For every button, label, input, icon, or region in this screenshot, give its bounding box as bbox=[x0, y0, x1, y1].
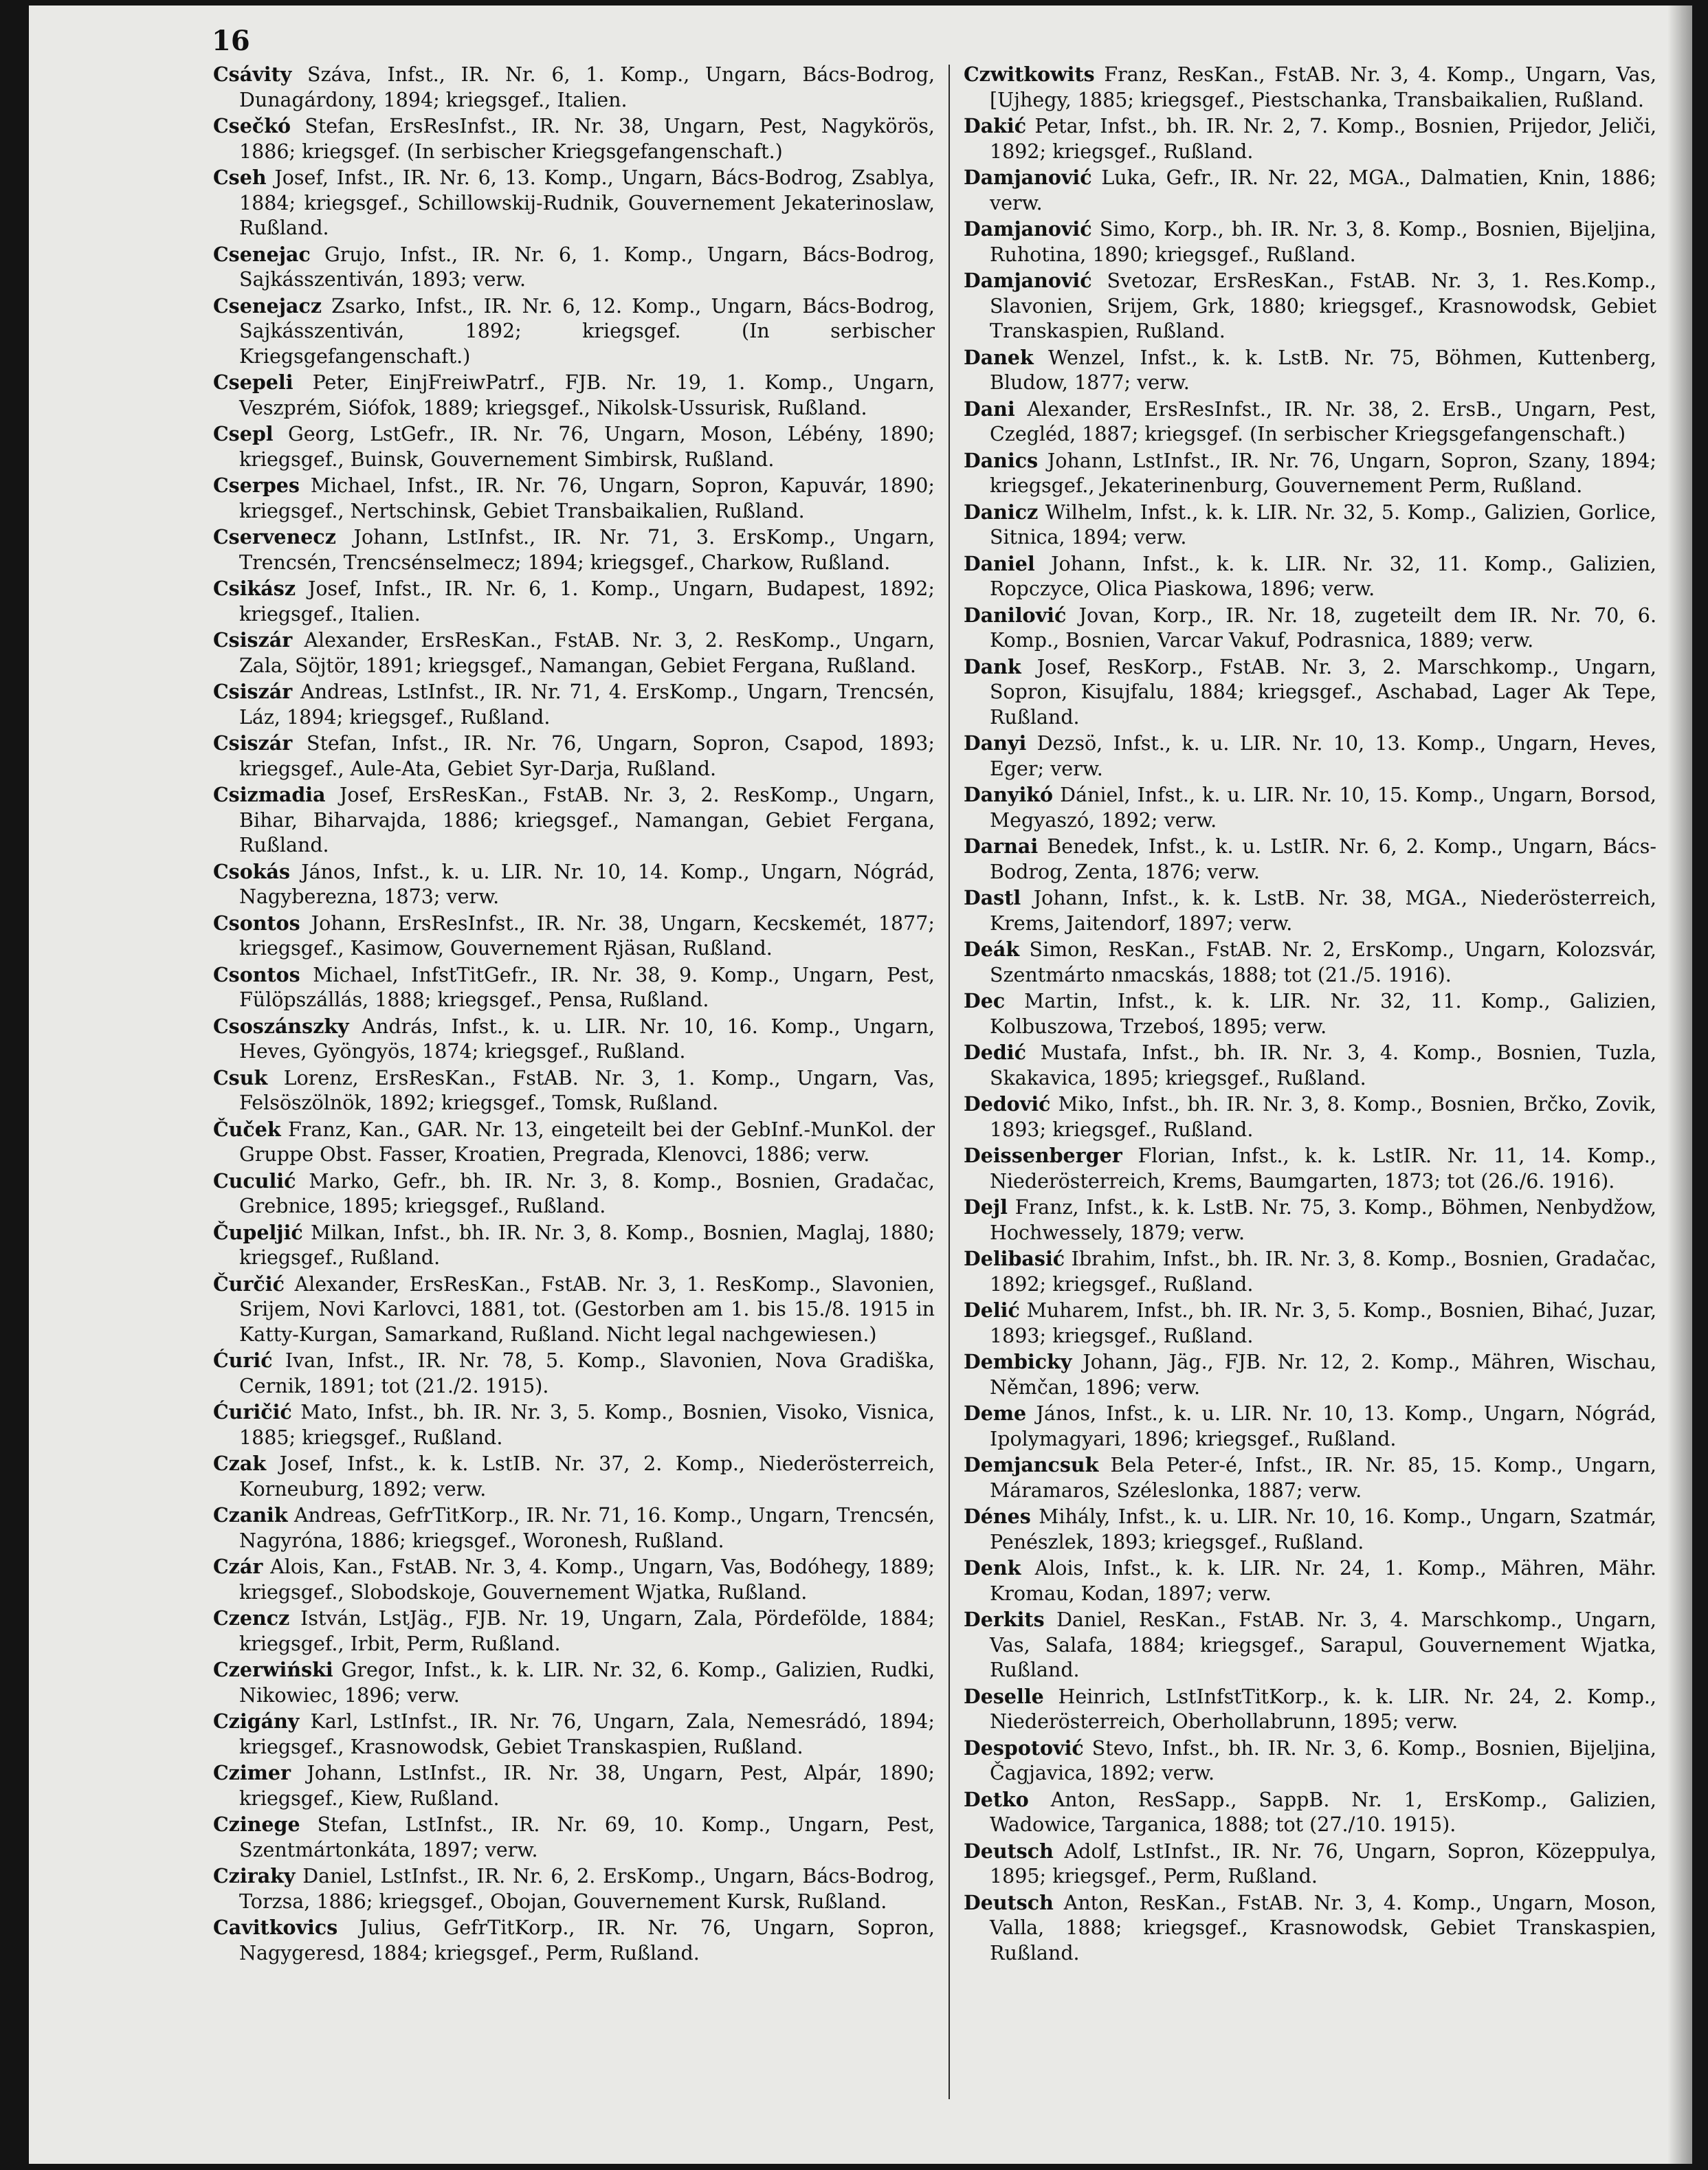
entry-surname: Cuculić bbox=[213, 1169, 296, 1193]
register-entry bbox=[964, 782, 1656, 833]
register-entry bbox=[964, 113, 1656, 164]
entry-details: Wenzel, Infst., k. k. LstB. Nr. 75, Böhmen, Kuttenberg, Bludow, 1877; verw. bbox=[990, 346, 1656, 394]
left-column bbox=[213, 62, 935, 1967]
register-entry bbox=[964, 217, 1656, 267]
register-entry bbox=[213, 911, 935, 962]
register-entry bbox=[213, 731, 935, 782]
register-entry bbox=[964, 1890, 1656, 1967]
right-column bbox=[964, 62, 1656, 1967]
entry-surname: Csikász bbox=[213, 577, 296, 600]
register-entry bbox=[213, 1117, 935, 1168]
register-entry bbox=[964, 1504, 1656, 1555]
entry-surname: Ćuričić bbox=[213, 1400, 292, 1424]
entry-surname: Dénes bbox=[964, 1505, 1031, 1528]
register-entry bbox=[213, 524, 935, 575]
register-entry bbox=[213, 1554, 935, 1605]
entry-surname: Denk bbox=[964, 1556, 1021, 1580]
register-entry bbox=[213, 1760, 935, 1811]
entry-surname: Deák bbox=[964, 938, 1020, 961]
entry-surname: Csávity bbox=[213, 63, 292, 86]
entry-details: Miko, Infst., bh. IR. Nr. 3, 8. Komp., Bosnien, Brčko, Zovik, 1893; kriegsgef., Rußland. bbox=[990, 1093, 1656, 1141]
entry-details: Svetozar, ErsResKan., FstAB. Nr. 3, 1. Res.Komp., Slavonien, Srijem, Grk, 1880; kriegsgef., Krasnowodsk, Gebiet Transkaspien, Rußland. bbox=[990, 269, 1656, 342]
entry-surname: Czak bbox=[213, 1452, 267, 1475]
register-entry bbox=[964, 1195, 1656, 1245]
entry-details: Michael, InfstTitGefr., IR. Nr. 38, 9. Komp., Ungarn, Pest, Fülöpszállás, 1888; kriegsgef., Pensa, Rußland. bbox=[239, 963, 935, 1011]
register-entry bbox=[213, 1451, 935, 1502]
entry-details: Franz, ResKan., FstAB. Nr. 3, 4. Komp., Ungarn, Vas, [Ujhegy, 1885; kriegsgef., Piestschanka, Transbaikalien, Rußland. bbox=[990, 63, 1656, 111]
entry-surname: Cservenecz bbox=[213, 525, 336, 549]
entry-surname: Dejl bbox=[964, 1195, 1008, 1219]
entry-surname: Cseh bbox=[213, 166, 267, 189]
register-entry bbox=[213, 62, 935, 113]
document-page bbox=[29, 5, 1692, 2164]
entry-surname: Csoszánszky bbox=[213, 1014, 349, 1038]
entry-surname: Cziraky bbox=[213, 1864, 296, 1887]
register-entry bbox=[213, 1812, 935, 1863]
register-entry bbox=[964, 345, 1656, 396]
entry-details: János, Infst., k. u. LIR. Nr. 10, 13. Komp., Ungarn, Nógrád, Ipolymagyari, 1896; kriegsgef., Rußland. bbox=[990, 1402, 1656, 1450]
register-entry bbox=[213, 1348, 935, 1399]
register-entry bbox=[213, 1657, 935, 1708]
entry-details: Franz, Kan., GAR. Nr. 13, eingeteilt bei der GebInf.-MunKol. der Gruppe Obst. Fasser, Kroatien, Pregrada, Klenovci, 1886; verw. bbox=[239, 1118, 935, 1166]
entry-surname: Csuk bbox=[213, 1065, 268, 1089]
entry-surname: Demjancsuk bbox=[964, 1453, 1099, 1476]
entry-details: Bela Peter-é, Infst., IR. Nr. 85, 15. Komp., Ungarn, Máramaros, Széleslonka, 1887; verw. bbox=[990, 1454, 1656, 1502]
entry-surname: Csizmadia bbox=[213, 783, 326, 806]
page-number: 16 bbox=[212, 25, 250, 57]
entry-surname: Csečkó bbox=[213, 114, 291, 137]
register-entry bbox=[964, 1607, 1656, 1683]
register-entry bbox=[213, 473, 935, 524]
entry-details: Andreas, GefrTitKorp., IR. Nr. 71, 16. Komp., Ungarn, Trencsén, Nagyróna, 1886; kriegsgef., Woronesh, Rußland. bbox=[239, 1504, 935, 1552]
entry-details: Stefan, ErsResInfst., IR. Nr. 38, Ungarn, Pest, Nagykörös, 1886; kriegsgef. (In serbischer Kriegsgefangenschaft.) bbox=[239, 115, 935, 163]
entry-surname: Danicz bbox=[964, 500, 1039, 524]
entry-details: Simo, Korp., bh. IR. Nr. 3, 8. Komp., Bosnien, Bijeljina, Ruhotina, 1890; kriegsgef., Rußland. bbox=[990, 218, 1656, 266]
register-entry bbox=[964, 885, 1656, 936]
entry-details: Johann, Infst., k. k. LIR. Nr. 32, 11. Komp., Galizien, Ropczyce, Olica Piaskowa, 1896; verw. bbox=[990, 552, 1656, 600]
register-entry bbox=[213, 628, 935, 678]
register-entry bbox=[964, 1040, 1656, 1091]
entry-details: Alois, Infst., k. k. LIR. Nr. 24, 1. Komp., Mähren, Mähr. Kromau, Kodan, 1897; verw. bbox=[990, 1557, 1656, 1605]
entry-details: Daniel, ResKan., FstAB. Nr. 3, 4. Marschkomp., Ungarn, Vas, Salafa, 1884; kriegsgef., Sarapul, Gouvernement Wjatka, Rußland. bbox=[990, 1608, 1656, 1681]
register-entry bbox=[213, 370, 935, 421]
entry-surname: Deissenberger bbox=[964, 1144, 1122, 1167]
entry-surname: Czanik bbox=[213, 1503, 288, 1527]
entry-details: Josef, Infst., IR. Nr. 6, 13. Komp., Ungarn, Bács-Bodrog, Zsablya, 1884; kriegsgef., Schillowskij-Rudnik, Gouvernement Jekaterinoslaw, Rußland. bbox=[239, 166, 935, 239]
register-entry bbox=[964, 1787, 1656, 1838]
entry-details: Julius, GefrTitKorp., IR. Nr. 76, Ungarn, Sopron, Nagygeresd, 1884; kriegsgef., Perm, Rußland. bbox=[239, 1916, 935, 1964]
entry-surname: Damjanović bbox=[964, 166, 1092, 189]
entry-details: Dezsö, Infst., k. u. LIR. Nr. 10, 13. Komp., Ungarn, Heves, Eger; verw. bbox=[990, 732, 1656, 780]
register-entry bbox=[213, 113, 935, 164]
entry-surname: Danilović bbox=[964, 603, 1067, 627]
entry-details: Marko, Gefr., bh. IR. Nr. 3, 8. Komp., Bosnien, Gradačac, Grebnice, 1895; kriegsgef., Rußland. bbox=[239, 1169, 935, 1217]
entry-details: Jovan, Korp., IR. Nr. 18, zugeteilt dem IR. Nr. 70, 6. Komp., Bosnien, Varcar Vakuf, Podrasnica, 1889; verw. bbox=[990, 604, 1656, 652]
register-entry bbox=[964, 397, 1656, 447]
register-entry bbox=[964, 1401, 1656, 1452]
register-entry bbox=[964, 1736, 1656, 1786]
entry-details: Grujo, Infst., IR. Nr. 6, 1. Komp., Ungarn, Bács-Bodrog, Sajkásszentiván, 1893; verw. bbox=[239, 243, 935, 291]
entry-details: Stefan, Infst., IR. Nr. 76, Ungarn, Sopron, Csapod, 1893; kriegsgef., Aule-Ata, Gebiet Syr-Darja, Rußland. bbox=[239, 732, 935, 780]
register-entry bbox=[964, 1452, 1656, 1503]
entry-surname: Dec bbox=[964, 989, 1006, 1012]
entry-surname: Detko bbox=[964, 1787, 1029, 1811]
entry-details: Lorenz, ErsResKan., FstAB. Nr. 3, 1. Komp., Ungarn, Vas, Felsöszölnök, 1892; kriegsgef., Tomsk, Rußland. bbox=[239, 1066, 935, 1114]
register-entry bbox=[964, 1092, 1656, 1142]
entry-details: Alexander, ErsResInfst., IR. Nr. 38, 2. ErsB., Ungarn, Pest, Czegléd, 1887; kriegsgef. (In serbischer Kriegsgefangenschaft.) bbox=[990, 397, 1656, 445]
entry-details: János, Infst., k. u. LIR. Nr. 10, 14. Komp., Ungarn, Nógrád, Nagyberezna, 1873; verw. bbox=[239, 860, 935, 908]
register-entry bbox=[213, 576, 935, 627]
entry-surname: Czinege bbox=[213, 1813, 300, 1836]
register-entry bbox=[964, 1143, 1656, 1194]
entry-surname: Czerwiński bbox=[213, 1658, 333, 1681]
entry-details: Daniel, LstInfst., IR. Nr. 6, 2. ErsKomp., Ungarn, Bács-Bodrog, Torzsa, 1886; kriegsgef., Obojan, Gouvernement Kursk, Rußland. bbox=[239, 1865, 935, 1913]
register-entry bbox=[213, 1220, 935, 1271]
entry-details: Johann, ErsResInfst., IR. Nr. 38, Ungarn, Kecskemét, 1877; kriegsgef., Kasimow, Gouvernement Rjäsan, Rußland. bbox=[239, 911, 935, 960]
register-entry bbox=[213, 1272, 935, 1348]
register-entry bbox=[964, 62, 1656, 113]
entry-details: Heinrich, LstInfstTitKorp., k. k. LIR. Nr. 24, 2. Komp., Niederösterreich, Oberhollabrunn, 1895; verw. bbox=[990, 1685, 1656, 1733]
entry-surname: Dank bbox=[964, 654, 1021, 678]
entry-surname: Dani bbox=[964, 397, 1015, 421]
entry-details: Mato, Infst., bh. IR. Nr. 3, 5. Komp., Bosnien, Visoko, Visnica, 1885; kriegsgef., Rußland. bbox=[239, 1401, 935, 1449]
register-entry bbox=[964, 551, 1656, 602]
entry-surname: Dakić bbox=[964, 114, 1027, 137]
entry-surname: Csenejacz bbox=[213, 294, 322, 318]
entry-details: Johann, Jäg., FJB. Nr. 12, 2. Komp., Mähren, Wischau, Němčan, 1896; verw. bbox=[990, 1351, 1656, 1399]
register-entry bbox=[964, 1298, 1656, 1349]
register-entry bbox=[964, 988, 1656, 1039]
register-entry bbox=[964, 448, 1656, 499]
entry-surname: Dedić bbox=[964, 1041, 1026, 1064]
entry-surname: Csiszár bbox=[213, 628, 293, 652]
entry-surname: Csepeli bbox=[213, 370, 293, 394]
entry-surname: Cserpes bbox=[213, 474, 300, 497]
entry-surname: Delibasić bbox=[964, 1247, 1065, 1270]
register-entry bbox=[213, 859, 935, 910]
register-entry bbox=[964, 268, 1656, 344]
entry-surname: Csontos bbox=[213, 962, 300, 986]
entry-details: Luka, Gefr., IR. Nr. 22, MGA., Dalmatien, Knin, 1886; verw. bbox=[990, 166, 1656, 214]
entry-surname: Czimer bbox=[213, 1761, 291, 1784]
entry-details: István, LstJäg., FJB. Nr. 19, Ungarn, Zala, Pördefölde, 1884; kriegsgef., Irbit, Perm, Rußland. bbox=[239, 1607, 935, 1655]
entry-surname: Čuček bbox=[213, 1117, 281, 1141]
register-entry bbox=[964, 654, 1656, 731]
entry-details: Alexander, ErsResKan., FstAB. Nr. 3, 2. ResKomp., Ungarn, Zala, Söjtör, 1891; kriegsgef., Namangan, Gebiet Fergana, Rußland. bbox=[239, 629, 935, 677]
entry-surname: Čupeljić bbox=[213, 1220, 303, 1244]
entry-surname: Czigány bbox=[213, 1709, 300, 1733]
register-entry bbox=[964, 500, 1656, 551]
entry-surname: Danics bbox=[964, 448, 1039, 472]
entry-details: Josef, ErsResKan., FstAB. Nr. 3, 2. ResKomp., Ungarn, Bihar, Biharvajda, 1886; kriegsgef., Namangan, Gebiet Fergana, Rußland. bbox=[239, 784, 935, 856]
entry-details: Muharem, Infst., bh. IR. Nr. 3, 5. Komp., Bosnien, Bihać, Juzar, 1893; kriegsgef., Rußland. bbox=[990, 1299, 1656, 1347]
entry-details: András, Infst., k. u. LIR. Nr. 10, 16. Komp., Ungarn, Heves, Gyöngyös, 1874; kriegsgef., Rußland. bbox=[239, 1015, 935, 1063]
entry-surname: Deutsch bbox=[964, 1890, 1054, 1914]
register-entry bbox=[964, 1839, 1656, 1890]
entry-surname: Czencz bbox=[213, 1606, 290, 1630]
register-entry bbox=[213, 242, 935, 293]
entry-surname: Csiszár bbox=[213, 680, 293, 703]
entry-details: Georg, LstGefr., IR. Nr. 76, Ungarn, Moson, Lébény, 1890; kriegsgef., Buinsk, Gouvernement Simbirsk, Rußland. bbox=[239, 423, 935, 471]
entry-surname: Dembicky bbox=[964, 1350, 1072, 1373]
register-entry bbox=[213, 294, 935, 370]
register-entry bbox=[213, 1915, 935, 1966]
entry-surname: Cavitkovics bbox=[213, 1916, 338, 1939]
entry-details: Petar, Infst., bh. IR. Nr. 2, 7. Komp., Bosnien, Prijedor, Jeliči, 1892; kriegsgef., Rußland. bbox=[990, 115, 1656, 163]
register-entry bbox=[213, 1709, 935, 1760]
entry-details: Stefan, LstInfst., IR. Nr. 69, 10. Komp., Ungarn, Pest, Szentmártonkáta, 1897; verw. bbox=[239, 1813, 935, 1861]
entry-surname: Danek bbox=[964, 345, 1034, 369]
entry-details: Simon, ResKan., FstAB. Nr. 2, ErsKomp., Ungarn, Kolozsvár, Szentmárto nmacskás, 1888; tot (21./5. 1916). bbox=[990, 938, 1656, 986]
entry-surname: Dedović bbox=[964, 1092, 1051, 1116]
entry-details: Anton, ResKan., FstAB. Nr. 3, 4. Komp., Ungarn, Moson, Valla, 1888; kriegsgef., Krasnowodsk, Gebiet Transkaspien, Rußland. bbox=[990, 1891, 1656, 1964]
entry-details: Ivan, Infst., IR. Nr. 78, 5. Komp., Slavonien, Nova Gradiška, Cernik, 1891; tot (21./2. 1915). bbox=[239, 1349, 935, 1397]
entry-surname: Csenejac bbox=[213, 242, 311, 266]
entry-details: Florian, Infst., k. k. LstIR. Nr. 11, 14. Komp., Niederösterreich, Krems, Baumgarten, 1873; tot (26./6. 1916). bbox=[990, 1144, 1656, 1193]
entry-surname: Ćurić bbox=[213, 1349, 273, 1372]
register-entry bbox=[964, 1555, 1656, 1606]
entry-surname: Dastl bbox=[964, 886, 1021, 909]
page-edge-shadow bbox=[1667, 5, 1692, 2164]
entry-surname: Czwitkowits bbox=[964, 63, 1095, 86]
entry-details: Josef, ResKorp., FstAB. Nr. 3, 2. Marschkomp., Ungarn, Sopron, Kisujfalu, 1884; kriegsgef., Aschabad, Lager Ak Tepe, Rußland. bbox=[990, 655, 1656, 729]
entry-surname: Daniel bbox=[964, 551, 1035, 575]
entry-surname: Danyi bbox=[964, 731, 1027, 755]
entry-details: Alexander, ErsResKan., FstAB. Nr. 3, 1. ResKomp., Slavonien, Srijem, Novi Karlovci, 1881, tot. (Gestorben am 1. bis 15./8. 1915 in Katty-Kurgan, Samarkand, Rußland. Nicht legal nachgewiesen.) bbox=[239, 1272, 935, 1346]
register-entry bbox=[213, 165, 935, 241]
register-entry bbox=[964, 937, 1656, 988]
entry-details: Andreas, LstInfst., IR. Nr. 71, 4. ErsKomp., Ungarn, Trencsén, Láz, 1894; kriegsgef., Rußland. bbox=[239, 680, 935, 729]
entry-surname: Damjanović bbox=[964, 269, 1092, 292]
entry-details: Gregor, Infst., k. k. LIR. Nr. 32, 6. Komp., Galizien, Rudki, Nikowiec, 1896; verw. bbox=[239, 1659, 935, 1707]
entry-details: Mustafa, Infst., bh. IR. Nr. 3, 4. Komp., Bosnien, Tuzla, Skakavica, 1895; kriegsgef., Rußland. bbox=[990, 1041, 1656, 1089]
entry-details: Josef, Infst., IR. Nr. 6, 1. Komp., Ungarn, Budapest, 1892; kriegsgef., Italien. bbox=[239, 577, 935, 625]
register-entry bbox=[213, 421, 935, 472]
register-entry bbox=[213, 962, 935, 1013]
entry-details: Johann, Infst., k. k. LstB. Nr. 38, MGA., Niederösterreich, Krems, Jaitendorf, 1897; verw. bbox=[990, 887, 1656, 935]
column-divider bbox=[949, 65, 950, 2099]
entry-details: Dániel, Infst., k. u. LIR. Nr. 10, 15. Komp., Ungarn, Borsod, Megyaszó, 1892; verw. bbox=[990, 784, 1656, 832]
entry-surname: Czár bbox=[213, 1555, 263, 1578]
register-entry bbox=[213, 1606, 935, 1657]
register-entry bbox=[964, 834, 1656, 885]
entry-details: Peter, EinjFreiwPatrf., FJB. Nr. 19, 1. Komp., Ungarn, Veszprém, Siófok, 1889; kriegsgef., Nikolsk-Ussurisk, Rußland. bbox=[239, 371, 935, 419]
entry-surname: Despotović bbox=[964, 1736, 1084, 1760]
register-entry bbox=[213, 1065, 935, 1116]
entry-surname: Deme bbox=[964, 1402, 1027, 1425]
entry-details: Anton, ResSapp., SappB. Nr. 1, ErsKomp., Galizien, Wadowice, Targanica, 1888; tot (27./10. 1915). bbox=[990, 1788, 1656, 1836]
entry-details: Johann, LstInfst., IR. Nr. 76, Ungarn, Sopron, Szany, 1894; kriegsgef., Jekaterinenburg, Gouvernement Perm, Rußland. bbox=[990, 449, 1656, 497]
entry-surname: Csokás bbox=[213, 859, 290, 883]
entry-details: Milkan, Infst., bh. IR. Nr. 3, 8. Komp., Bosnien, Maglaj, 1880; kriegsgef., Rußland. bbox=[239, 1221, 935, 1269]
entry-details: Karl, LstInfst., IR. Nr. 76, Ungarn, Zala, Nemesrádó, 1894; kriegsgef., Krasnowodsk, Gebiet Transkaspien, Rußland. bbox=[239, 1710, 935, 1758]
register-entry bbox=[964, 1684, 1656, 1735]
register-entry bbox=[964, 1349, 1656, 1400]
register-entry bbox=[213, 1863, 935, 1914]
register-entry bbox=[964, 165, 1656, 216]
entry-details: Michael, Infst., IR. Nr. 76, Ungarn, Sopron, Kapuvár, 1890; kriegsgef., Nertschinsk, Gebiet Transbaikalien, Rußland. bbox=[239, 474, 935, 522]
entry-details: Stevo, Infst., bh. IR. Nr. 3, 6. Komp., Bosnien, Bijeljina, Čagjavica, 1892; verw. bbox=[990, 1736, 1656, 1784]
register-entry bbox=[213, 1169, 935, 1219]
register-entry bbox=[964, 603, 1656, 654]
entry-details: Wilhelm, Infst., k. k. LIR. Nr. 32, 5. Komp., Galizien, Gorlice, Sitnica, 1894; verw. bbox=[990, 500, 1656, 549]
entry-surname: Damjanović bbox=[964, 217, 1092, 241]
entry-details: Josef, Infst., k. k. LstIB. Nr. 37, 2. Komp., Niederösterreich, Korneuburg, 1892; verw. bbox=[239, 1452, 935, 1501]
entry-details: Johann, LstInfst., IR. Nr. 71, 3. ErsKomp., Ungarn, Trencsén, Trencsénselmecz; 1894; kriegsgef., Charkow, Rußland. bbox=[239, 526, 935, 574]
entry-surname: Csontos bbox=[213, 911, 300, 935]
entry-details: Martin, Infst., k. k. LIR. Nr. 32, 11. Komp., Galizien, Kolbuszowa, Trzeboś, 1895; verw. bbox=[990, 990, 1656, 1038]
entry-details: Franz, Infst., k. k. LstB. Nr. 75, 3. Komp., Böhmen, Nenbydžow, Hochwessely, 1879; verw. bbox=[990, 1196, 1656, 1244]
register-entry bbox=[213, 782, 935, 859]
entry-surname: Deselle bbox=[964, 1684, 1044, 1708]
entry-surname: Deutsch bbox=[964, 1839, 1054, 1863]
entry-details: Mihály, Infst., k. u. LIR. Nr. 10, 16. Komp., Ungarn, Szatmár, Penészlek, 1893; kriegsgef., Rußland. bbox=[990, 1505, 1656, 1553]
entry-surname: Čurčić bbox=[213, 1272, 285, 1296]
entry-details: Száva, Infst., IR. Nr. 6, 1. Komp., Ungarn, Bács-Bodrog, Dunagárdony, 1894; kriegsgef., Italien. bbox=[239, 63, 935, 111]
register-entry bbox=[964, 1246, 1656, 1297]
entry-details: Alois, Kan., FstAB. Nr. 3, 4. Komp., Ungarn, Vas, Bodóhegy, 1889; kriegsgef., Slobodskoje, Gouvernement Wjatka, Rußland. bbox=[239, 1555, 935, 1604]
entry-surname: Csiszár bbox=[213, 731, 293, 755]
register-entry bbox=[964, 731, 1656, 782]
register-entry bbox=[213, 1503, 935, 1553]
entry-surname: Derkits bbox=[964, 1608, 1045, 1631]
register-entry bbox=[213, 1399, 935, 1450]
entry-details: Ibrahim, Infst., bh. IR. Nr. 3, 8. Komp., Bosnien, Gradačac, 1892; kriegsgef., Rußland. bbox=[990, 1248, 1656, 1296]
entry-surname: Csepl bbox=[213, 422, 274, 445]
entry-surname: Delić bbox=[964, 1298, 1020, 1322]
register-entry bbox=[213, 679, 935, 730]
entry-details: Adolf, LstInfst., IR. Nr. 76, Ungarn, Sopron, Közeppulya, 1895; kriegsgef., Perm, Rußland. bbox=[990, 1839, 1656, 1887]
entry-surname: Danyikó bbox=[964, 783, 1054, 806]
entry-details: Johann, LstInfst., IR. Nr. 38, Ungarn, Pest, Alpár, 1890; kriegsgef., Kiew, Rußland. bbox=[239, 1762, 935, 1810]
entry-details: Zsarko, Infst., IR. Nr. 6, 12. Komp., Ungarn, Bács-Bodrog, Sajkásszentiván, 1892; kriegsgef. (In serbischer Kriegsgefangenschaft.) bbox=[239, 294, 935, 368]
register-entry bbox=[213, 1014, 935, 1065]
entry-surname: Darnai bbox=[964, 834, 1039, 858]
entry-details: Benedek, Infst., k. u. LstIR. Nr. 6, 2. Komp., Ungarn, Bács-Bodrog, Zenta, 1876; verw. bbox=[990, 835, 1656, 883]
